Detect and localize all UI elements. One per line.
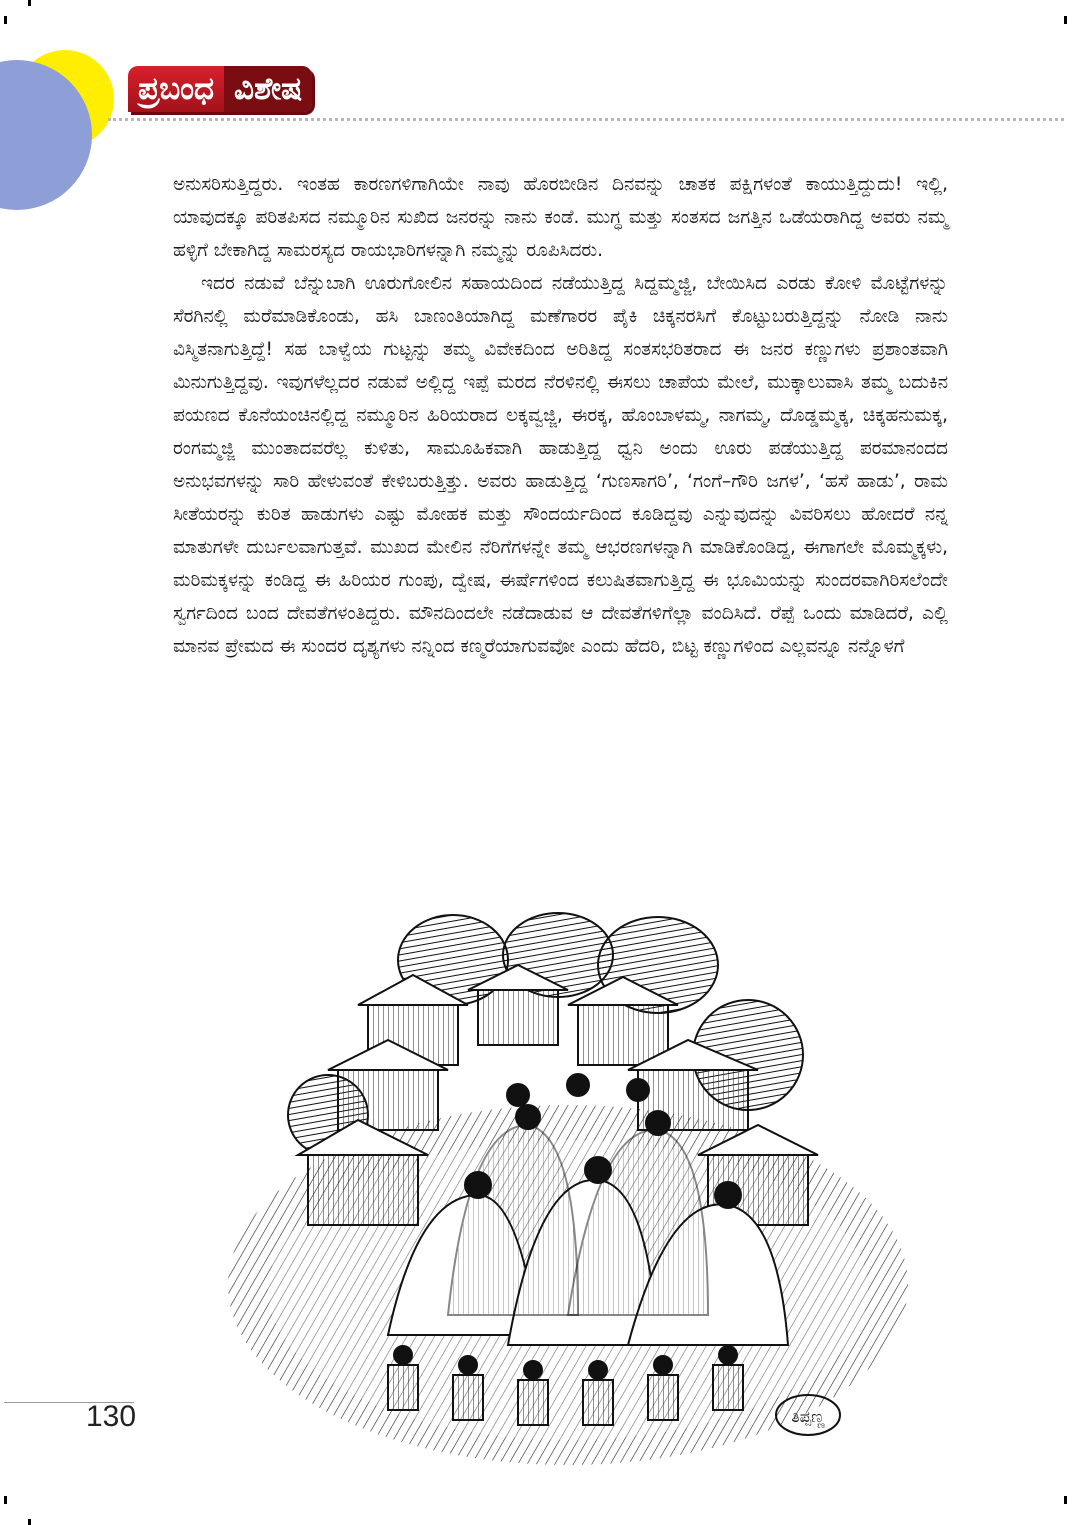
village-elders-illustration — [218, 895, 918, 1475]
crop-mark-bottom-right — [1064, 1496, 1067, 1504]
section-label-word-1: ಪ್ರಬಂಧ — [138, 71, 214, 107]
signature-text: ತಿಪ್ಪಣ್ಣ — [791, 1407, 825, 1426]
crop-mark-bottom-center — [28, 1519, 31, 1525]
section-label — [128, 66, 312, 112]
header-dotted-rule — [108, 118, 1064, 121]
paragraph-1: ಅನುಸರಿಸುತ್ತಿದ್ದರು. ಇಂತಹ ಕಾರಣಗಳಿಗಾಗಿಯೇ ನಾವು ಹೊರಬೀಡಿನ ದಿನವನ್ನು ಚಾತಕ ಪಕ್ಷಿಗಳಂತೆ ಕಾಯುತ್ತಿದ್ದುದು! ಇಲ್ಲಿ, ಯಾವುದಕ್ಕೂ ಪರಿತಪಿಸದ ನಮ್ಮೂರಿನ ಸುಖಿದ ಜನರನ್ನು ನಾನು ಕಂಡೆ. ಮುಗ್ಧ ಮತ್ತು ಸಂತಸದ ಜಗತ್ತಿನ ಒಡೆಯರಾಗಿದ್ದ ಅವರು ನಮ್ಮ ಹಳ್ಳಿಗೆ ಬೇಕಾಗಿದ್ದ ಸಾಮರಸ್ಯದ ರಾಯಭಾರಿಗಳನ್ನಾಗಿ ನಮ್ಮನ್ನು ರೂಪಿಸಿದರು. — [173, 174, 948, 261]
section-label-word-2: ವಿಶೇಷ — [224, 66, 312, 112]
page-number: 130 — [86, 1400, 137, 1433]
crop-mark-bottom-left — [4, 1496, 7, 1504]
paragraph-2: ಇದರ ನಡುವೆ ಬೆನ್ನುಬಾಗಿ ಊರುಗೋಲಿನ ಸಹಾಯದಿಂದ ನಡೆಯುತ್ತಿದ್ದ ಸಿದ್ದಮ್ಮಜ್ಜಿ, ಬೇಯಿಸಿದ ಎರಡು ಕೋಳಿ ಮೊಟ್ಟೆಗಳನ್ನು ಸೆರಗಿನಲ್ಲಿ ಮರೆಮಾಡಿಕೊಂಡು, ಹಸಿ ಬಾಣಂತಿಯಾಗಿದ್ದ ಮಣೆಗಾರರ ಪೈಕಿ ಚಿಕ್ಕನರಸಿಗೆ ಕೊಟ್ಟುಬರುತ್ತಿದ್ದನ್ನು ನೋಡಿ ನಾನು ವಿಸ್ಮಿತನಾಗುತ್ತಿದ್ದೆ! ಸಹ ಬಾಳ್ವೆಯ ಗುಟ್ಟನ್ನು ತಮ್ಮ ವಿವೇಕದಿಂದ ಅರಿತಿದ್ದ ಸಂತಸಭರಿತರಾದ ಈ ಜನರ ಕಣ್ಣುಗಳು ಪ್ರಶಾಂತವಾಗಿ ಮಿನುಗುತ್ತಿದ್ದವು. ಇವುಗಳೆಲ್ಲದರ ನಡುವೆ ಅಲ್ಲಿದ್ದ ಇಪ್ಪೆ ಮರದ ನೆರಳಿನಲ್ಲಿ ಈಸಲು ಚಾಪೆಯ ಮೇಲೆ, ಮುಕ್ಕಾಲುವಾಸಿ ತಮ್ಮ ಬದುಕಿನ ಪಯಣದ ಕೊನೆಯಂಚಿನಲ್ಲಿದ್ದ ನಮ್ಮೂರಿನ ಹಿರಿಯರಾದ ಲಕ್ಕವ್ವಜ್ಜಿ, ಈರಕ್ಕ, ಹೊಂಬಾಳಮ್ಮ, ನಾಗಮ್ಮ, ದೊಡ್ಡಮ್ಮಕ್ಕ, ಚಿಕ್ಕಹನುಮಕ್ಕ, ರಂಗಮ್ಮಜ್ಜಿ ಮುಂತಾದವರೆಲ್ಲ ಕುಳಿತು, ಸಾಮೂಹಿಕವಾಗಿ ಹಾಡುತ್ತಿದ್ದ ಧ್ವನಿ ಅಂದು ಊರು ಪಡೆಯುತ್ತಿದ್ದ ಪರಮಾನಂದದ ಅನುಭವಗಳನ್ನು ಸಾರಿ ಹೇಳುವಂತೆ ಕೇಳಿಬರುತ್ತಿತ್ತು. ಅವರು ಹಾಡುತ್ತಿದ್ದ ‘ಗುಣಸಾಗರಿ’, ‘ಗಂಗೆ–ಗೌರಿ ಜಗಳ’, ‘ಹಸೆ ಹಾಡು’, ರಾಮ ಸೀತೆಯರನ್ನು ಕುರಿತ ಹಾಡುಗಳು ಎಷ್ಟು ಮೋಹಕ ಮತ್ತು ಸೌಂದರ್ಯದಿಂದ ಕೂಡಿದ್ದವು ಎನ್ನುವುದನ್ನು ವಿವರಿಸಲು ಹೋದರೆ ನನ್ನ ಮಾತುಗಳೇ ದುರ್ಬಲವಾಗುತ್ತವೆ. ಮುಖದ ಮೇಲಿನ ನೆರಿಗೆಗಳನ್ನೇ ತಮ್ಮ ಆಭರಣಗಳನ್ನಾಗಿ ಮಾಡಿಕೊಂಡಿದ್ದ, ಈಗಾಗಲೇ ಮೊಮ್ಮಕ್ಕಳು, ಮರಿಮಕ್ಕಳನ್ನು ಕಂಡಿದ್ದ ಈ ಹಿರಿಯರ ಗುಂಪು, ದ್ವೇಷ, ಈರ್ಷೆಗಳಿಂದ ಕಲುಷಿತವಾಗುತ್ತಿದ್ದ ಈ ಭೂಮಿಯನ್ನು ಸುಂದರವಾಗಿರಿಸಲೆಂದೇ ಸ್ವರ್ಗದಿಂದ ಬಂದ ದೇವತೆಗಳಂತಿದ್ದರು. ಮೌನದಿಂದಲೇ ನಡೆದಾಡುವ ಆ ದೇವತೆಗಳಿಗೆಲ್ಲಾ ವಂದಿಸಿದೆ. ರೆಪ್ಪೆ ಒಂದು ಮಾಡಿದರೆ, ಎಲ್ಲಿ ಮಾನವ ಪ್ರೇಮದ ಈ ಸುಂದರ ದೃಶ್ಯಗಳು ನನ್ನಿಂದ ಕಣ್ಮರೆಯಾಗುವವೋ ಎಂದು ಹೆದರಿ, ಬಿಟ್ಟ ಕಣ್ಣುಗಳಿಂದ ಎಲ್ಲವನ್ನೂ ನನ್ನೊಳಗೆ — [173, 273, 948, 657]
article-body — [173, 168, 948, 663]
